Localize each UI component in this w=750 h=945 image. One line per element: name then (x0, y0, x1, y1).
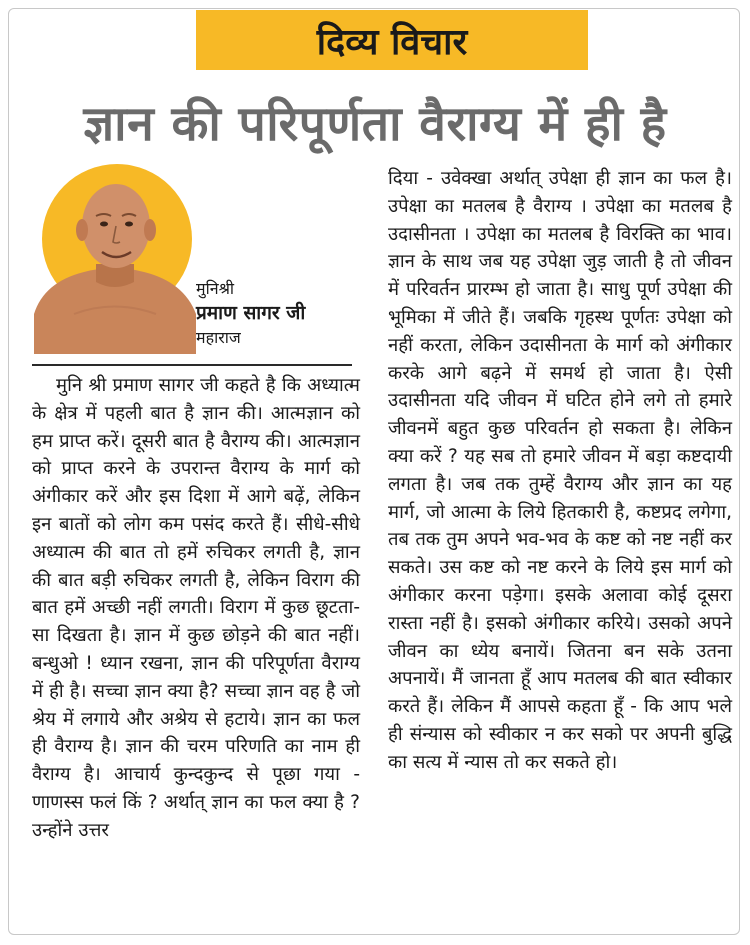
author-prefix: मुनिश्री (196, 279, 235, 298)
divider-rule (32, 364, 352, 366)
monk-portrait-icon (34, 164, 196, 354)
author-photo (34, 164, 196, 354)
article-column-right: दिया - उवेक्खा अर्थात् उपेक्षा ही ज्ञान का फल है। उपेक्षा का मतलब है वैराग्य । उपेक्षा का मतलब है उदासीनता । उपेक्षा का मतलब है विरक्ति का भाव। ज्ञान के साथ जब यह उपेक्षा जुड़ जाती है तो जीवन में परिवर्तन प्रारम्भ हो जाता है। साधु पूर्ण उपेक्षा की भूमिका में जीते हैं। जबकि गृहस्थ पूर्णतः उपेक्षा को नहीं करता, लेकिन उदासीनता के मार्ग को अंगीकार करके आगे बढ़ने में समर्थ हो जाता है। ऐसी उदासीनता यदि जीवन में घटित होने लगे तो हमारे जीवनमें बहुत कुछ परिवर्तन हो सकता है। लेकिन क्या करें ? यह सब तो हमारे जीवन में बड़ा कष्टदायी लगता है। जब तक तुम्हें वैराग्य और ज्ञान का यह मार्ग, जो आत्मा के लिये हितकारी है, कष्टप्रद लगेगा, तब तक तुम अपने भव-भव के कष्ट को नष्ट नहीं कर सकते। उस कष्ट को नष्ट करने के लिये इस मार्ग को अंगीकार करना पड़ेगा। इसके अलावा कोई दूसरा रास्ता नहीं है। इसको अंगीकार करिये। उसको अपने जीवन का ध्येय बनायें। जितना बन सके उतना अपनायें। मैं जानता हूँ आप मतलब की बात स्वीकार करते हैं। लेकिन मैं आपसे कहता हूँ - कि आप भले ही संन्यास को स्वीकार न कर सको पर अपनी बुद्धि का सत्य में न्यास तो कर सकते हो। (388, 168, 732, 773)
section-title (196, 10, 588, 70)
article-column-left: मुनि श्री प्रमाण सागर जी कहते है कि अध्यात्म के क्षेत्र में पहली बात है ज्ञान की। आत्मज्ञान को हम प्राप्त करें। दूसरी बात है वैराग्य की। आत्मज्ञान को प्राप्त करने के उपरान्त वैराग्य के मार्ग को अंगीकार करें और इस दिशा में आगे बढ़ें, लेकिन इन बातों को लोग कम पसंद करते हैं। सीधे-सीधे अध्यात्म की बात तो हमें रुचिकर लगती है, ज्ञान की बात बड़ी रुचिकर लगती है, लेकिन विराग की बात हमें अच्छी नहीं लगती। विराग में कुछ छूटता-सा दिखता है। ज्ञान में कुछ छोड़ने की बात नहीं। बन्धुओ ! ध्यान रखना, ज्ञान की परिपूर्णता वैराग्य में ही है। सच्चा ज्ञान क्या है? सच्चा ज्ञान वह है जो श्रेय में लगाये और अश्रेय से हटाये। ज्ञान का फल ही वैराग्य है। ज्ञान की चरम परिणति का नाम ही वैराग्य है। आचार्य कुन्दकुन्द से पूछा गया - णाणस्स फलं किं ? अर्थात् ज्ञान का फल क्या है ? उन्होंने उत्तर (32, 375, 360, 841)
author-suffix: महाराज (196, 328, 241, 347)
author-name: प्रमाण सागर जी (196, 302, 306, 324)
headline: ज्ञान की परिपूर्णता वैराग्य में ही है (83, 95, 667, 152)
section-title-text: दिव्य विचार (316, 21, 468, 63)
author-byline (196, 278, 356, 350)
